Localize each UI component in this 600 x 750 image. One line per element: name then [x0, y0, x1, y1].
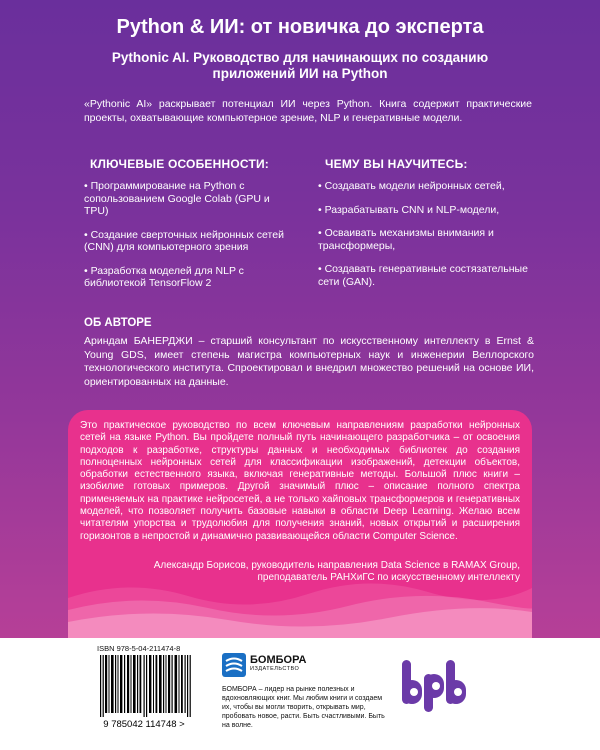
publisher-name: БОМБОРА	[250, 654, 307, 666]
learn-item: • Создавать генеративные состязательные сети (GAN).	[318, 263, 528, 288]
barcode-icon	[94, 655, 204, 731]
feature-item: • Создание сверточных нейронных сетей (CNN) для компьютерного зрения	[84, 228, 284, 253]
features-list	[84, 180, 284, 301]
about-paragraph: Ариндам БАНЕРДЖИ – старший консультант по искусственному интеллекту в Ernst & Young GDS, имеет степень магистра компьютерных наук и инженерии Веллорского технологического института. Спроектировал и внедрил множество решений на основе ИИ, ориентированных на данные.	[84, 335, 534, 388]
bombora-logo-icon	[222, 653, 246, 677]
review-panel	[68, 410, 532, 638]
review-author: Александр Борисов, руководитель направления Data Science в RAMAX Group, преподаватель РАНХиГС по искусственному интеллекту	[153, 560, 520, 584]
publisher-footer	[0, 638, 600, 750]
learn-item: • Осваивать механизмы внимания и трансформеры,	[318, 227, 494, 252]
publisher-subtitle: ИЗДАТЕЛЬСТВО	[250, 666, 300, 672]
wave-decoration	[68, 568, 532, 638]
learn-list	[318, 180, 528, 299]
barcode-number: 9 785042 114748 >	[103, 719, 185, 730]
feature-item: • Программирование на Python с сопользованием Google Colab (GPU и TPU)	[84, 180, 270, 217]
learn-heading: ЧЕМУ ВЫ НАУЧИТЕСЬ:	[325, 157, 468, 171]
bpb-logo-icon	[400, 656, 468, 716]
features-heading: КЛЮЧЕВЫЕ ОСОБЕННОСТИ:	[90, 157, 269, 171]
feature-item: • Разработка моделей для NLP с библиотекой TensorFlow 2	[84, 264, 244, 289]
book-title: Python & ИИ: от новичка до эксперта	[116, 16, 484, 38]
about-heading: ОБ АВТОРЕ	[84, 317, 152, 329]
intro-paragraph: «Pythonic AI» раскрывает потенциал ИИ через Python. Книга содержит практические проекты, охватывающие компьютерное зрение, NLP и генеративные модели.	[84, 98, 532, 124]
review-text: Это практическое руководство по всем ключевым направлениям разработки нейронных сетей на языке Python. Вы пройдете полный путь начинающего разработчика – от освоения подходов к разработке, структуры данных и необходимых библиотек до создания полноценных нейронных сетей для классификации изображений, детекции объектов, обработки естественного языка, включая генеративные методы. Большой плюс книги – изобилие готовых примеров. Другой значимый плюс – описание полного спектра применяемых на практике нейросетей, а не только хайповых трансформеров и генеративных моделей, что позволяет получить базовые навыки в области Deep Learning. Желаю всем читателям упорства и трудолюбия для получения знаний, новых открытий и расширения горизонтов в непростой и динамично развивающейся области Computer Science.	[80, 420, 520, 542]
learn-item: • Разрабатывать CNN и NLP-модели,	[318, 203, 500, 216]
publisher-slogan: БОМБОРА – лидер на рынке полезных и вдохновляющих книг. Мы любим книги и создаем их, чтобы вы могли творить, открывать мир, пробовать новое, расти. Быть счастливыми. Быть на волне.	[222, 686, 385, 729]
learn-item: • Создавать модели нейронных сетей,	[318, 180, 505, 192]
isbn-text: ISBN 978-5-04-211474-8	[97, 644, 181, 653]
book-subtitle: Pythonic AI. Руководство для начинающих по созданию приложений ИИ на Python	[111, 50, 489, 81]
